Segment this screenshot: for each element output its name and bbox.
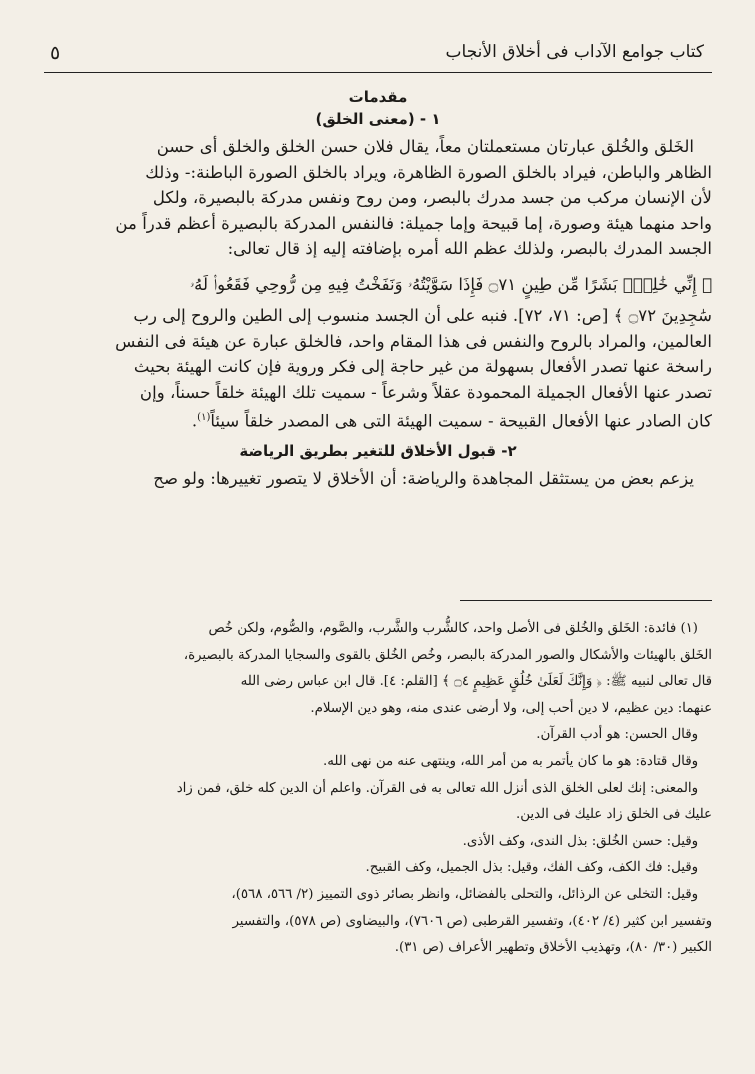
page-number: ٥ bbox=[50, 42, 61, 64]
section-1-line: الجسد المدرك بالبصر، ولذلك عظم الله أمره بإضافته إليه إذ قال تعالى: bbox=[227, 239, 712, 258]
footnote-line: (١) فائدة: الخَلق والخُلق فى الأصل واحد، كالشُّرب والشَّرب، والصَّوم، والصُّوم، ولكن خُص bbox=[208, 621, 698, 636]
paragraph-2-line-last: كان الصادر عنها الأفعال القبيحة - سميت الهيئة التى هى المصدر خلقاً سيئاً$^{(١)}$. bbox=[191, 411, 712, 431]
paragraph-2-line: تصدر عنها الأفعال الجميلة المحمودة عقلاً وشرعاً - سميت تلك الهيئة خلقاً حسناً، وإن bbox=[139, 382, 712, 402]
section-1-title: ١ - (معنى الخلق) bbox=[315, 110, 441, 128]
book-page bbox=[44, 0, 712, 1074]
paragraph-2-line: راسخة عنها تصدر الأفعال بسهولة من غير حاجة إلى فكر وروية فإن كانت الهيئة بحيث bbox=[133, 357, 712, 376]
footnote-reference: (١) bbox=[197, 412, 211, 423]
footnote-line: وقيل: حسن الخُلق: بذل الندى، وكف الأذى. bbox=[462, 833, 698, 849]
footnotes bbox=[44, 616, 712, 962]
quran-verse: ﴿ إِنِّي خَٰلِقُۢ بَشَرًا مِّن طِينٍ ۝٧١ فَإِذَا سَوَّيْتُهُۥ وَنَفَخْتُ فِيهِ مِن رُّوحِي فَقَعُوا۟ لَهُۥ bbox=[189, 274, 712, 294]
paragraph-2-text: كان الصادر عنها الأفعال القبيحة - سميت الهيئة التى هى المصدر خلقاً سيئاً bbox=[210, 411, 712, 431]
footnote-line: وقال الحسن: هو أدب القرآن. bbox=[536, 727, 698, 743]
paragraph-2-line: العالمين، والمراد بالروح والنفس فى هذا المقام واحد، فالخلق عبارة عن هيئة فى النفس bbox=[115, 331, 712, 351]
header-rule bbox=[44, 72, 712, 73]
footnote-line: وقيل: التخلى عن الرذائل، والتحلى بالفضائل، وانظر بصائر ذوى التمييز (٢/ ٥٦٦، ٥٦٨)، bbox=[231, 886, 698, 902]
section-2-title: ٢- قبول الأخلاق للتغير بطريق الرياضة bbox=[239, 442, 517, 461]
footnote-separator bbox=[460, 600, 712, 601]
section-2-line: يزعم بعض من يستثقل المجاهدة والرياضة: أن الأخلاق لا يتصور تغييرها: ولو صح bbox=[153, 469, 694, 489]
footnote-line: الخَلق بالهيئات والأشكال والصور المدركة بالبصر، وخُص الخُلق بالقوى والسجايا المدركة بالبصيرة، bbox=[183, 647, 712, 663]
footnote-line: عنهما: دين عظيم، لا دين أحب إلى، ولا أرضى عندى منه، وهو دين الإسلام. bbox=[310, 700, 712, 716]
footnote-line: قال تعالى لنبيه ﷺ: ﴿ وَإِنَّكَ لَعَلَىٰ خُلُقٍ عَظِيمٍ ۝٤ ﴾ [القلم: ٤]. قال ابن عباس رضى الله bbox=[240, 674, 712, 690]
paragraph-2-line: سَٰجِدِينَ ۝٧٢ ﴾ [ص: ٧١، ٧٢]. فنبه على أن الجسد منسوب إلى الطين والروح إلى رب bbox=[133, 306, 712, 325]
main-text bbox=[44, 86, 712, 492]
section-1-line: واحد منهما هيئة وصورة، إما قبيحة وإما جميلة: فالنفس المدركة بالبصيرة أعظم قدراً من bbox=[115, 213, 712, 233]
chapter-heading: مقدمات bbox=[348, 88, 408, 106]
section-1-line: الخَلق والخُلق عبارتان مستعملتان معاً، يقال فلان حسن الخلق والخلق أى حسن bbox=[156, 137, 694, 156]
footnote-line: وقال قتادة: هو ما كان يأتمر به من أمر الله، وينتهى عنه من نهى الله. bbox=[322, 753, 698, 769]
section-1-line: الظاهر والباطن، فيراد بالخلق الصورة الظاهرة، ويراد بالخلق الصورة الباطنة:- وذلك bbox=[145, 162, 712, 182]
footnote-line: وتفسير ابن كثير (٤/ ٤٠٢)، وتفسير القرطبى (ص ٧٦٠٦)، والبيضاوى (ص ٥٧٨)، والتفسير bbox=[232, 913, 712, 929]
page-header bbox=[44, 40, 712, 74]
footnote-line: والمعنى: إنك لعلى الخلق الذى أنزل الله تعالى به فى القرآن. واعلم أن الدين كله خلق، فمن زاد bbox=[176, 780, 698, 796]
footnote-line: عليك فى الخلق زاد عليك فى الدين. bbox=[516, 807, 712, 823]
running-title: كتاب جوامع الآداب فى أخلاق الأنجاب bbox=[445, 42, 704, 62]
footnote-line: الكبير (٣٠/ ٨٠)، وتهذيب الأخلاق وتطهير الأعراف (ص ٣١). bbox=[394, 940, 712, 956]
section-1-line: لأن الإنسان مركب من جسد مدرك بالبصر، ومن روح ونفس مدركة بالبصيرة، ولكل bbox=[152, 188, 712, 207]
footnote-line: وقيل: فك الكف، وكف الفك، وقيل: بذل الجميل، وكف القبيح. bbox=[365, 860, 698, 876]
